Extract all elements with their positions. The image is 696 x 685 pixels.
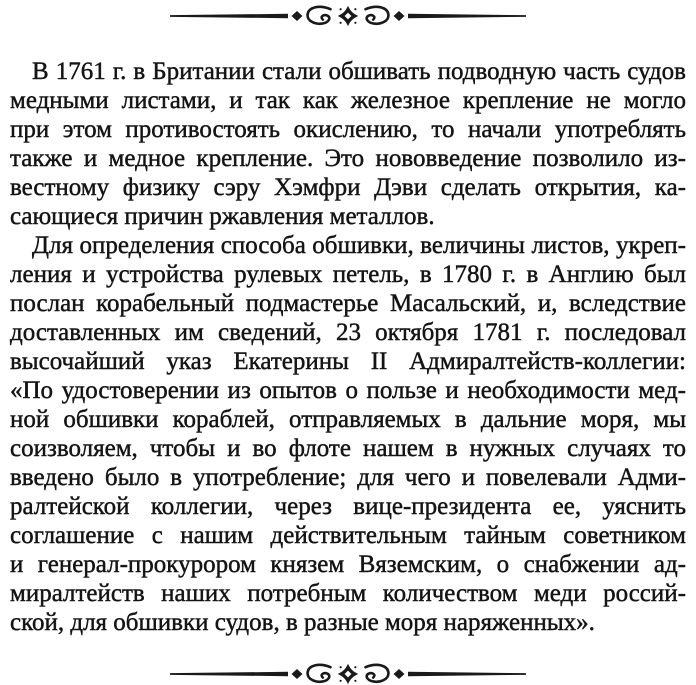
text-line: Для определения способа обшивки, величины листов, укреп- xyxy=(32,232,686,259)
diamond-icon xyxy=(292,11,303,21)
text-line: также и медное крепление. Это нововведение позволило из- xyxy=(10,145,686,172)
text-line: ления и устройства рулевых петель, в 1780 г. в Англию был xyxy=(10,261,686,288)
fleuron-dot xyxy=(354,8,356,10)
page-text xyxy=(0,57,696,637)
text-line: ной обшивки кораблей, отправляемых в дальние моря, мы xyxy=(10,406,686,433)
text-line: медными листами, и так как железное крепление не могло xyxy=(10,87,686,114)
text-line: при этом противостоять окислению, то начали употреблять xyxy=(10,116,686,143)
text-line: В 1761 г. в Британии стали обшивать подводную часть судов xyxy=(32,58,686,85)
text-line: доставленных им сведений, 23 октября 1781 г. последовал xyxy=(10,319,686,346)
divider-ornament-bottom xyxy=(170,663,526,685)
text-line: послан корабельный подмастерье Масальский, и, вследствие xyxy=(10,290,686,317)
text-line: соизволяем, чтобы и во флоте нашем в нужных случаях то xyxy=(10,435,686,462)
fleuron-dot xyxy=(340,8,342,10)
paragraph xyxy=(10,57,686,231)
fleuron-dot xyxy=(340,22,342,24)
text-line: сающиеся причин ржавления металлов. xyxy=(10,203,435,230)
fleuron-dot xyxy=(354,22,356,24)
text-line: ралтейской коллегии, через вице-президента ее, уяснить xyxy=(10,493,686,520)
divider-ornament-top xyxy=(170,5,526,27)
paragraph xyxy=(10,231,686,637)
text-line: высочайший указ Екатерины II Адмиралтейств-коллегии: xyxy=(10,348,686,375)
text-line: вестному физику сэру Хэмфри Дэви сделать открытия, ка- xyxy=(10,174,686,201)
text-line: введено было в употребление; для чего и повелевали Адми- xyxy=(10,464,686,491)
text-line: миралтейств наших потребным количеством меди россий- xyxy=(10,580,686,607)
text-line: ской, для обшивки судов, в разные моря наряженных». xyxy=(10,609,595,636)
text-line: и генерал-прокурором князем Вяземским, о снабжении ад- xyxy=(10,551,686,578)
rule-line xyxy=(170,14,288,18)
text-line: «По удостоверении из опытов о пользе и необходимости мед- xyxy=(10,377,686,404)
scroll-icon xyxy=(308,7,331,24)
text-line: соглашение с нашим действительным тайным советником xyxy=(10,522,686,549)
